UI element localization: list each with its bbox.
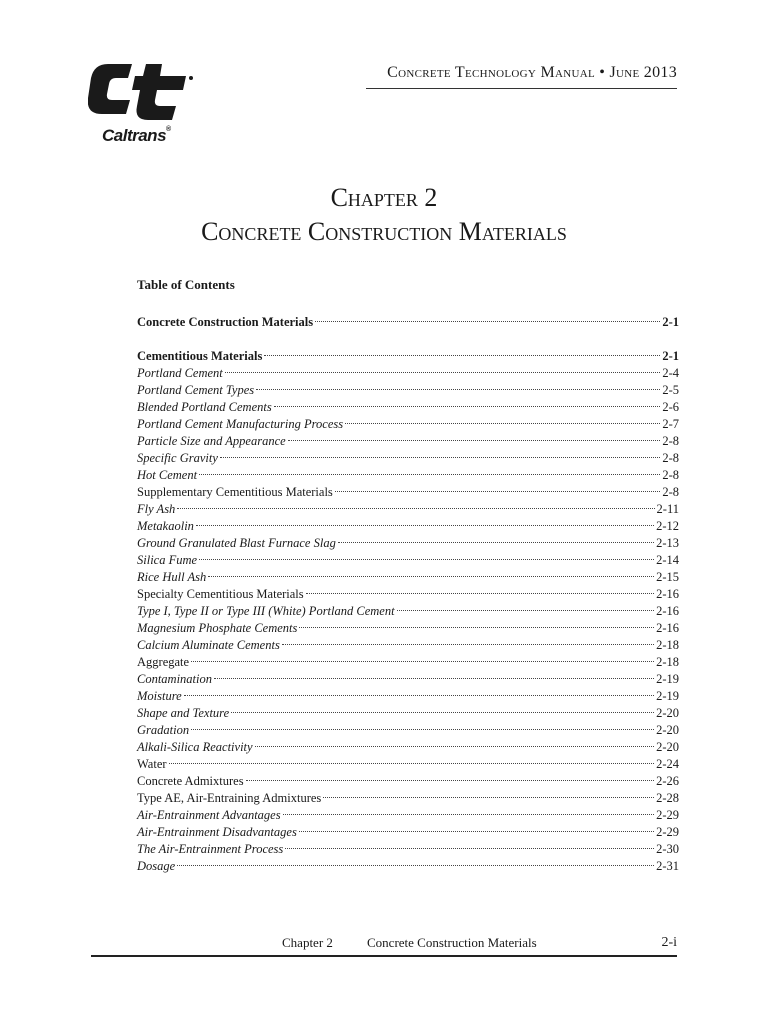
toc-entry-page: 2-20 xyxy=(656,740,679,754)
toc-dot-leader xyxy=(345,422,660,424)
chapter-title xyxy=(0,181,768,249)
toc-entry-page: 2-5 xyxy=(662,383,679,397)
toc-entry-page: 2-6 xyxy=(662,400,679,414)
toc-entry xyxy=(137,348,679,365)
toc-entry-label: Particle Size and Appearance xyxy=(137,434,286,448)
toc-dot-leader xyxy=(256,388,660,390)
toc-entry-page: 2-20 xyxy=(656,723,679,737)
caltrans-logo xyxy=(88,62,200,152)
chapter-number: Chapter 2 xyxy=(330,183,438,212)
toc-entry-page: 2-18 xyxy=(656,655,679,669)
caltrans-ct-mark-icon xyxy=(88,62,200,124)
toc-entry-label: Portland Cement Manufacturing Process xyxy=(137,417,344,431)
toc-entry xyxy=(137,433,679,450)
toc-entry-page: 2-14 xyxy=(656,553,679,567)
toc-entry-label: Shape and Texture xyxy=(137,706,230,720)
toc-entry-page: 2-26 xyxy=(656,774,679,788)
toc-entry-label: Hot Cement xyxy=(137,468,198,482)
toc-dot-leader xyxy=(283,813,654,815)
footer-page-number: 2-i xyxy=(661,935,677,950)
toc-dot-leader xyxy=(196,524,654,526)
toc-entry-label: Portland Cement Types xyxy=(137,383,255,397)
toc-entry-label: Blended Portland Cements xyxy=(137,400,272,414)
toc-entry-label: Air-Entrainment Advantages xyxy=(137,808,281,822)
toc-entry xyxy=(137,858,679,875)
toc-dot-leader xyxy=(274,405,661,407)
toc-entry-page: 2-15 xyxy=(656,570,679,584)
toc-entry-page: 2-29 xyxy=(656,808,679,822)
toc-entry-page: 2-19 xyxy=(656,689,679,703)
toc-entry-label: Water xyxy=(137,757,167,771)
toc-entry-label: Cementitious Materials xyxy=(137,349,263,363)
footer-section-title: Concrete Construction Materials xyxy=(367,935,537,950)
toc-entry xyxy=(137,773,679,790)
toc-entry-label: Alkali-Silica Reactivity xyxy=(137,740,253,754)
toc-dot-leader xyxy=(315,320,660,322)
toc-dot-leader xyxy=(199,558,654,560)
toc-dot-leader xyxy=(299,626,654,628)
toc-dot-leader xyxy=(323,796,654,798)
toc-entry xyxy=(137,688,679,705)
toc-entry-label: Contamination xyxy=(137,672,213,686)
toc-dot-leader xyxy=(397,609,655,611)
toc-entry-page: 2-16 xyxy=(656,587,679,601)
toc-entry-page: 2-11 xyxy=(656,502,679,516)
toc-entry xyxy=(137,467,679,484)
toc-entry-page: 2-29 xyxy=(656,825,679,839)
toc-entry-page: 2-24 xyxy=(656,757,679,771)
toc-entry-label: Specific Gravity xyxy=(137,451,218,465)
toc-entry xyxy=(137,790,679,807)
toc-entry-label: Moisture xyxy=(137,689,182,703)
toc-dot-leader xyxy=(246,779,655,781)
toc-entry xyxy=(137,620,679,637)
toc-entry-page: 2-19 xyxy=(656,672,679,686)
toc-entry-page: 2-16 xyxy=(656,604,679,618)
toc-entry xyxy=(137,416,679,433)
header-rule xyxy=(366,88,677,89)
toc-entry-page: 2-8 xyxy=(662,485,679,499)
toc-entry-page: 2-7 xyxy=(662,417,679,431)
toc-entry xyxy=(137,382,679,399)
toc-heading: Table of Contents xyxy=(137,277,235,292)
toc-dot-leader xyxy=(199,473,660,475)
toc-entry-label: Specialty Cementitious Materials xyxy=(137,587,304,601)
toc-entry-label: Type AE, Air-Entraining Admixtures xyxy=(137,791,322,805)
toc-dot-leader xyxy=(220,456,660,458)
toc-entry xyxy=(137,705,679,722)
toc-entry xyxy=(137,501,679,518)
toc-entry xyxy=(137,824,679,841)
toc-dot-leader xyxy=(338,541,654,543)
toc-entry-page: 2-1 xyxy=(662,315,679,329)
caltrans-wordmark: Caltrans® xyxy=(102,126,171,145)
toc-entry-page: 2-20 xyxy=(656,706,679,720)
toc-entry xyxy=(137,637,679,654)
toc-entry-label: Ground Granulated Blast Furnace Slag xyxy=(137,536,336,550)
toc-entry xyxy=(137,756,679,773)
toc-entry xyxy=(137,654,679,671)
toc-entry-page: 2-1 xyxy=(662,349,679,363)
toc-entry-label: Dosage xyxy=(137,859,176,873)
toc-entry-page: 2-8 xyxy=(662,468,679,482)
toc-entry xyxy=(137,365,679,382)
toc-entry xyxy=(137,399,679,416)
toc-entry-label: Metakaolin xyxy=(137,519,194,533)
toc-dot-leader xyxy=(191,660,654,662)
toc-entry xyxy=(137,552,679,569)
toc-entry xyxy=(137,569,679,586)
toc-dot-leader xyxy=(299,830,654,832)
table-of-contents xyxy=(137,314,679,875)
toc-entry-label: Air-Entrainment Disadvantages xyxy=(137,825,297,839)
toc-entry xyxy=(137,484,679,501)
toc-dot-leader xyxy=(288,439,661,441)
toc-entry-label: Aggregate xyxy=(137,655,190,669)
toc-entry-page: 2-16 xyxy=(656,621,679,635)
toc-entry xyxy=(137,603,679,620)
footer-rule xyxy=(91,955,677,957)
toc-dot-leader xyxy=(285,847,654,849)
toc-entry-page: 2-31 xyxy=(656,859,679,873)
toc-dot-leader xyxy=(214,677,654,679)
toc-dot-leader xyxy=(169,762,655,764)
chapter-name: Concrete Construction Materials xyxy=(201,217,567,246)
toc-entry-label: Gradation xyxy=(137,723,190,737)
toc-entry-label: Portland Cement xyxy=(137,366,223,380)
toc-entry xyxy=(137,807,679,824)
toc-entry-page: 2-30 xyxy=(656,842,679,856)
toc-entry-label: Calcium Aluminate Cements xyxy=(137,638,280,652)
toc-entry-label: Magnesium Phosphate Cements xyxy=(137,621,298,635)
toc-entry xyxy=(137,722,679,739)
toc-entry-label: Concrete Admixtures xyxy=(137,774,244,788)
toc-entry-label: Type I, Type II or Type III (White) Portland Cement xyxy=(137,604,395,618)
toc-entry xyxy=(137,586,679,603)
toc-entry-page: 2-28 xyxy=(656,791,679,805)
toc-entry xyxy=(137,535,679,552)
toc-entry-label: Fly Ash xyxy=(137,502,176,516)
toc-entry-page: 2-18 xyxy=(656,638,679,652)
toc-dot-leader xyxy=(264,354,660,356)
toc-entry-page: 2-12 xyxy=(656,519,679,533)
toc-dot-leader xyxy=(306,592,654,594)
toc-entry-page: 2-8 xyxy=(662,451,679,465)
toc-dot-leader xyxy=(177,507,654,509)
toc-dot-leader xyxy=(282,643,654,645)
toc-dot-leader xyxy=(255,745,655,747)
toc-dot-leader xyxy=(191,728,654,730)
footer-chapter: Chapter 2 xyxy=(282,935,333,950)
toc-entry-page: 2-8 xyxy=(662,434,679,448)
toc-entry-page: 2-13 xyxy=(656,536,679,550)
toc-entry xyxy=(137,518,679,535)
toc-dot-leader xyxy=(335,490,661,492)
toc-entry-label: Concrete Construction Materials xyxy=(137,315,314,329)
toc-entry xyxy=(137,671,679,688)
toc-entry xyxy=(137,314,679,331)
toc-dot-leader xyxy=(184,694,654,696)
toc-spacer xyxy=(137,331,679,348)
toc-entry xyxy=(137,841,679,858)
toc-entry xyxy=(137,739,679,756)
toc-entry-label: The Air-Entrainment Process xyxy=(137,842,284,856)
toc-entry-label: Silica Fume xyxy=(137,553,198,567)
toc-dot-leader xyxy=(177,864,654,866)
toc-entry xyxy=(137,450,679,467)
toc-entry-page: 2-4 xyxy=(662,366,679,380)
toc-entry-label: Rice Hull Ash xyxy=(137,570,207,584)
toc-entry-label: Supplementary Cementitious Materials xyxy=(137,485,333,499)
manual-header-title: Concrete Technology Manual • June 2013 xyxy=(387,64,677,81)
toc-dot-leader xyxy=(225,371,661,373)
toc-dot-leader xyxy=(208,575,654,577)
toc-dot-leader xyxy=(231,711,654,713)
